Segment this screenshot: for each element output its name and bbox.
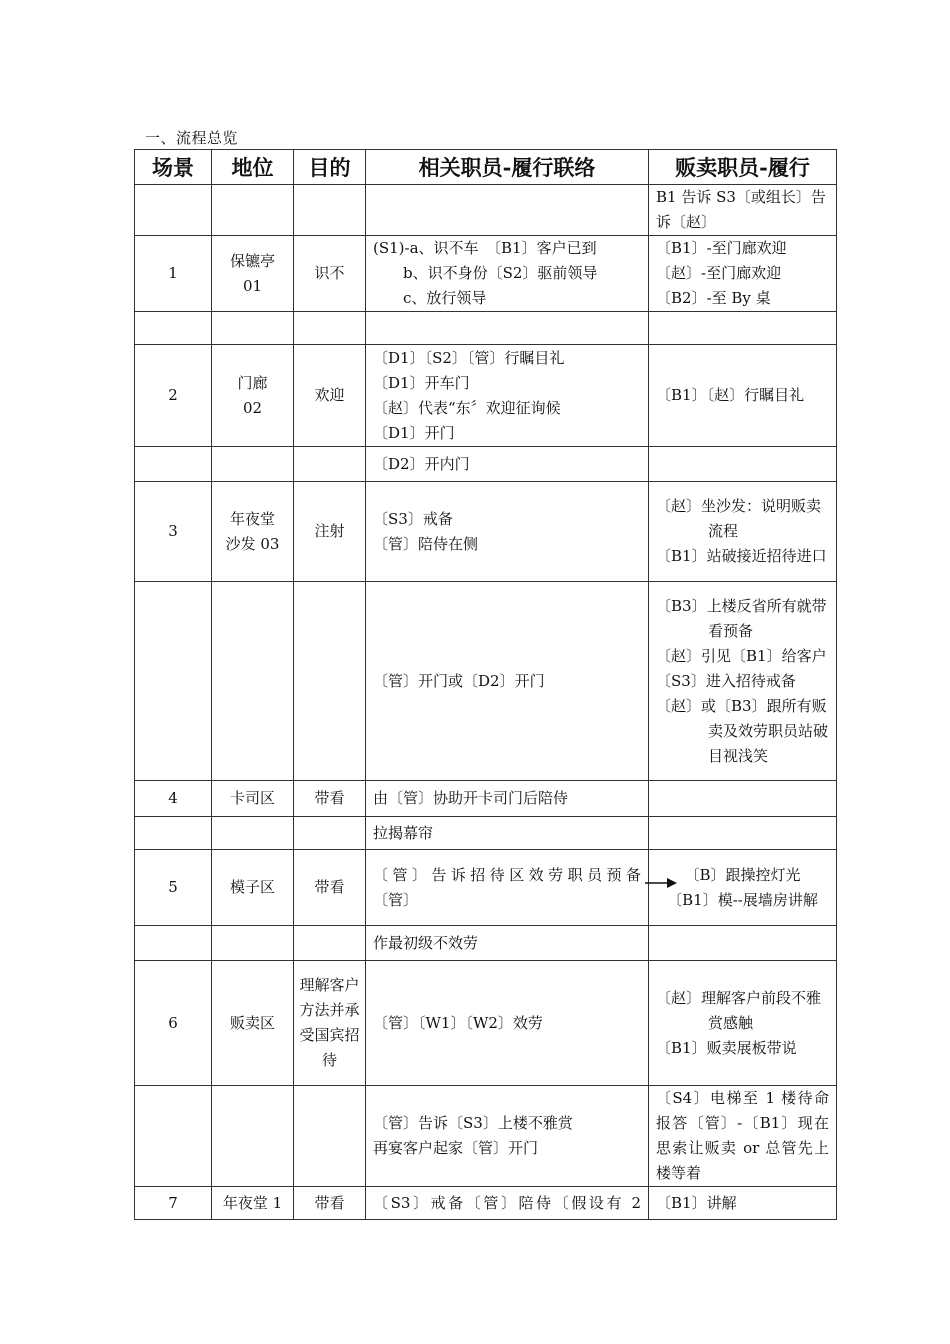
scene-cell: 4 — [135, 781, 212, 817]
table-row — [135, 447, 837, 482]
sales-cell — [649, 1187, 837, 1220]
location-cell — [212, 482, 294, 582]
sales-line: 〔B1〕〔赵〕行瞩目礼 — [656, 386, 805, 404]
scene-cell — [135, 926, 212, 961]
sales-cell — [649, 312, 837, 345]
header-purpose: 目的 — [294, 150, 366, 185]
scene-cell: 2 — [135, 345, 212, 447]
scene-cell — [135, 817, 212, 850]
sales-line: 〔B1〕站破接近招待进口 — [656, 547, 827, 565]
table-row — [135, 185, 837, 236]
sales-line: 〔赵〕或〔B3〕跟所有贩卖及效劳职员站破目视浅笑 — [656, 696, 829, 765]
staff-line: 〔管〕〔W1〕〔W2〕效劳 — [373, 1013, 543, 1032]
sales-line: 〔赵〕-至门廊欢迎 — [656, 264, 782, 282]
location-cell — [212, 582, 294, 781]
sales-cell — [649, 582, 837, 781]
scene-cell — [135, 1086, 212, 1187]
staff-line: 〔S3〕戒备〔管〕陪侍〔假设有 2 — [373, 1193, 641, 1212]
table-row — [135, 236, 837, 312]
sales-cell — [649, 1086, 837, 1187]
header-location: 地位 — [212, 150, 294, 185]
staff-line: c、放行领导 — [403, 289, 487, 307]
scene-cell: 5 — [135, 850, 212, 926]
staff-cell — [366, 781, 649, 817]
location-line: 02 — [242, 398, 263, 417]
staff-cell — [366, 312, 649, 345]
staff-cell — [366, 345, 649, 447]
location-cell: 卡司区 — [212, 781, 294, 817]
location-cell — [212, 312, 294, 345]
purpose-cell: 带看 — [294, 850, 366, 926]
table-row — [135, 582, 837, 781]
staff-cell — [366, 236, 649, 312]
purpose-cell — [294, 447, 366, 482]
header-scene: 场景 — [135, 150, 212, 185]
scene-cell — [135, 582, 212, 781]
table-row — [135, 312, 837, 345]
staff-cell — [366, 1086, 649, 1187]
sales-line: 〔B1〕讲解 — [656, 1193, 737, 1212]
location-line: 年夜堂 — [229, 509, 275, 528]
purpose-cell — [294, 185, 366, 236]
location-line: 门廊 — [237, 373, 268, 392]
staff-line: 〔D1〕开门 — [373, 423, 455, 442]
sales-line: 〔赵〕引见〔B1〕给客户 — [656, 646, 827, 665]
scene-cell — [135, 185, 212, 236]
location-cell — [212, 1086, 294, 1187]
staff-line: 〔管〕开门或〔D2〕开门 — [373, 671, 545, 690]
staff-line: 〔管〕告诉〔S3〕上楼不雅赏 — [373, 1114, 573, 1132]
sales-line: 〔B1〕-至门廊欢迎 — [656, 239, 787, 257]
location-cell — [212, 185, 294, 236]
table-row — [135, 961, 837, 1086]
scene-cell: 3 — [135, 482, 212, 582]
staff-line: 〔S3〕戒备 — [373, 509, 453, 528]
location-cell — [212, 345, 294, 447]
sales-cell — [649, 185, 837, 236]
purpose-cell — [294, 312, 366, 345]
sales-line: B1 告诉 S3〔或组长〕告诉〔赵〕 — [656, 188, 826, 231]
header-sales-action: 贩卖职员-履行 — [649, 150, 837, 185]
sales-cell — [649, 482, 837, 582]
table-header-row — [135, 150, 837, 185]
purpose-cell: 识不 — [294, 236, 366, 312]
staff-line: 〔D1〕开车门 — [373, 373, 470, 392]
location-cell — [212, 447, 294, 482]
staff-line: 〔管〕 — [373, 890, 419, 909]
staff-line: 作最初级不效劳 — [373, 933, 479, 952]
staff-cell — [366, 817, 649, 850]
section-heading: 一、流程总览 — [145, 129, 239, 147]
purpose-cell: 带看 — [294, 1187, 366, 1220]
location-cell: 年夜堂 1 — [212, 1187, 294, 1220]
header-staff-contact: 相关职员-履行联络 — [366, 150, 649, 185]
sales-cell — [649, 781, 837, 817]
sales-line: 〔赵〕理解客户前段不雅赏感触 — [656, 988, 822, 1032]
staff-cell — [366, 482, 649, 582]
staff-line: (S1)-a、识不车 〔B1〕客户已到 — [373, 239, 597, 257]
location-cell — [212, 817, 294, 850]
location-cell — [212, 236, 294, 312]
sales-line: 〔B2〕-至 By 桌 — [656, 289, 771, 307]
sales-line: 〔B3〕上楼反省所有就带看预备 — [656, 596, 827, 640]
sales-line: 〔赵〕坐沙发：说明贩卖流程 — [656, 497, 822, 540]
table-row — [135, 926, 837, 961]
table-row — [135, 850, 837, 926]
staff-line: 再宴客户起家〔管〕开门 — [373, 1139, 539, 1157]
staff-cell — [366, 1187, 649, 1220]
purpose-cell: 理解客户方法并承受国宾招待 — [294, 961, 366, 1086]
staff-line: 〔赵〕代表“东〞欢迎征询候 — [373, 398, 561, 417]
sales-line: 〔B1〕贩卖展板带说 — [656, 1038, 797, 1057]
location-line: 沙发 03 — [225, 534, 280, 553]
sales-line: 〔B〕跟操控灯光 — [684, 865, 801, 884]
staff-line: 由〔管〕协助开卡司门后陪侍 — [373, 789, 569, 807]
sales-cell — [649, 961, 837, 1086]
location-cell — [212, 926, 294, 961]
staff-line: 拉揭幕帘 — [373, 823, 434, 842]
location-cell: 贩卖区 — [212, 961, 294, 1086]
purpose-cell — [294, 817, 366, 850]
scene-cell: 7 — [135, 1187, 212, 1220]
staff-line: 〔管〕陪侍在侧 — [373, 534, 479, 553]
table-row — [135, 345, 837, 447]
sales-cell — [649, 447, 837, 482]
staff-line: 〔管〕告诉招待区效劳职员预备 — [373, 865, 641, 884]
staff-line: b、识不身份〔S2〕驱前领导 — [403, 264, 598, 282]
staff-cell — [366, 926, 649, 961]
process-table — [134, 149, 837, 1220]
staff-cell — [366, 185, 649, 236]
table-row — [135, 781, 837, 817]
purpose-cell — [294, 1086, 366, 1187]
table-row — [135, 817, 837, 850]
purpose-cell: 欢迎 — [294, 345, 366, 447]
staff-cell — [366, 582, 649, 781]
scene-cell: 6 — [135, 961, 212, 1086]
sales-cell — [649, 345, 837, 447]
staff-cell — [366, 850, 649, 926]
staff-line: 〔D1〕〔S2〕〔管〕行瞩目礼 — [373, 348, 565, 367]
purpose-cell: 注射 — [294, 482, 366, 582]
sales-cell — [649, 926, 837, 961]
sales-cell — [649, 236, 837, 312]
table-row — [135, 1086, 837, 1187]
sales-line: 〔S4〕电梯至 1 楼待命报答〔管〕-〔B1〕现在思索让贩卖 or 总管先上楼等着 — [656, 1089, 829, 1182]
scene-cell — [135, 312, 212, 345]
scene-cell — [135, 447, 212, 482]
staff-line: 〔D2〕开内门 — [373, 454, 470, 473]
location-cell: 模子区 — [212, 850, 294, 926]
purpose-cell — [294, 926, 366, 961]
sales-cell — [649, 817, 837, 850]
sales-line: 〔S3〕进入招待戒备 — [656, 671, 796, 690]
staff-cell — [366, 447, 649, 482]
purpose-cell — [294, 582, 366, 781]
location-line: 保镳亭 — [229, 251, 275, 270]
purpose-cell: 带看 — [294, 781, 366, 817]
sales-line: 〔B1〕模--展墙房讲解 — [667, 890, 818, 909]
staff-cell — [366, 961, 649, 1086]
table-row — [135, 1187, 837, 1220]
table-row — [135, 482, 837, 582]
arrow-right-icon — [645, 877, 677, 889]
location-line: 01 — [242, 276, 263, 295]
scene-cell: 1 — [135, 236, 212, 312]
